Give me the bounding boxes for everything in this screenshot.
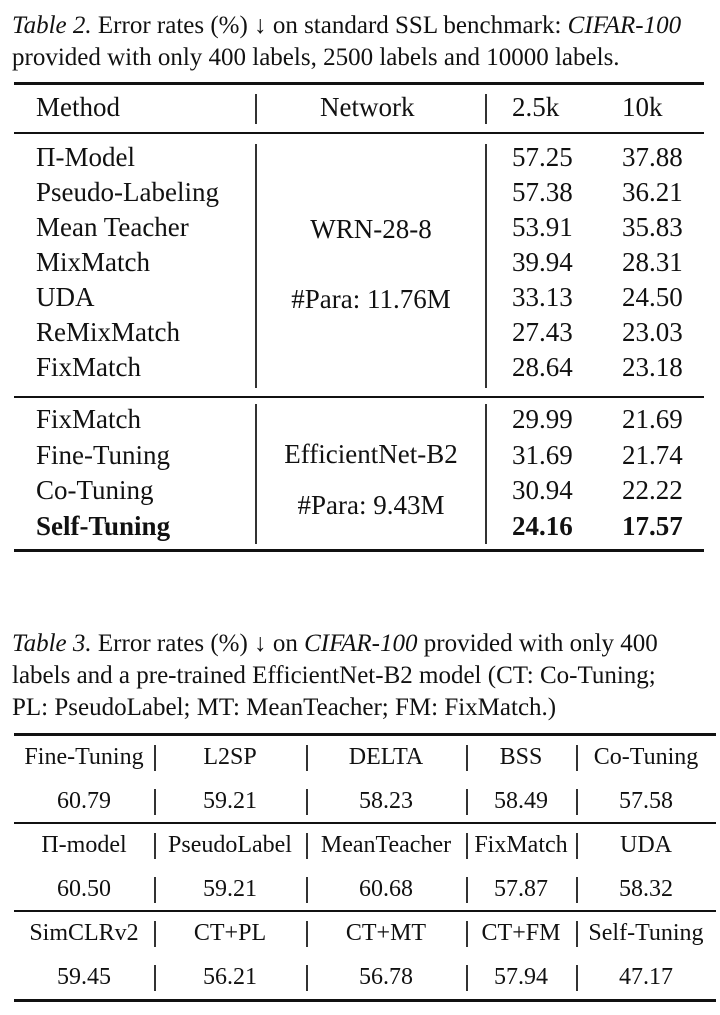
method-cell: Pseudo-Labeling <box>36 177 219 207</box>
value-2-5k-cell: 53.91 <box>512 212 573 242</box>
column-divider <box>306 833 308 859</box>
table2-caption-text-b: provided with only 400 labels, 2500 labels and 10000 labels. <box>12 44 620 71</box>
table2 <box>14 82 704 552</box>
header-network: Network <box>320 92 415 122</box>
column-divider <box>306 965 308 991</box>
column-divider <box>154 877 156 903</box>
group1-divider <box>485 144 487 388</box>
header-divider <box>255 94 257 124</box>
method-name-cell: Co-Tuning <box>593 744 699 770</box>
method-name-cell: CT+MT <box>345 920 427 946</box>
error-value-cell: 59.45 <box>57 964 111 990</box>
method-cell: FixMatch <box>36 352 141 382</box>
error-value-cell: 56.21 <box>203 964 257 990</box>
column-divider <box>576 877 578 903</box>
method-name-cell: FixMatch <box>474 832 568 858</box>
top-rule <box>14 82 704 85</box>
method-name-cell: MeanTeacher <box>320 832 452 858</box>
value-10k-cell: 28.31 <box>622 247 683 277</box>
value-2-5k-cell: 27.43 <box>512 317 573 347</box>
method-cell: ReMixMatch <box>36 317 180 347</box>
top-rule <box>14 733 716 736</box>
table3-caption-dataset: CIFAR-100 <box>304 630 418 657</box>
method-cell: FixMatch <box>36 404 141 434</box>
method-name-cell: DELTA <box>348 744 424 770</box>
error-value-cell: 60.68 <box>359 876 413 902</box>
value-2-5k-cell: 30.94 <box>512 475 573 505</box>
method-name-cell: SimCLRv2 <box>29 920 139 946</box>
error-value-cell: 47.17 <box>619 964 673 990</box>
bottom-rule <box>14 999 716 1002</box>
error-value-cell: 58.23 <box>359 788 413 814</box>
group-rule <box>14 396 704 398</box>
table3-caption <box>12 628 712 724</box>
value-2-5k-cell: 31.69 <box>512 439 573 470</box>
table2-caption-dataset: CIFAR-100 <box>567 12 682 39</box>
table2-caption <box>12 10 712 74</box>
group2-network: EfficientNet-B2 <box>284 439 458 469</box>
table3-caption-label: Table 3. <box>12 630 92 657</box>
table3-caption-line3: PL: PseudoLabel; MT: MeanTeacher; FM: FixMatch.) <box>12 694 557 721</box>
column-divider <box>466 833 468 859</box>
column-divider <box>466 745 468 771</box>
group2-divider <box>485 404 487 544</box>
method-name-cell: BSS <box>499 744 543 770</box>
header-rule <box>14 132 704 134</box>
value-10k-cell: 36.21 <box>622 177 683 207</box>
value-2-5k-cell: 39.94 <box>512 247 573 277</box>
header-10k: 10k <box>622 92 663 122</box>
method-cell: Fine-Tuning <box>36 439 171 470</box>
block-rule <box>14 822 716 824</box>
method-cell: Co-Tuning <box>36 475 154 505</box>
table3-caption-line2: labels and a pre-trained EfficientNet-B2 model (CT: Co-Tuning; <box>12 662 656 689</box>
method-cell: MixMatch <box>36 247 150 277</box>
column-divider <box>576 789 578 815</box>
column-divider <box>306 789 308 815</box>
value-10k-cell: 35.83 <box>622 212 683 242</box>
table2-caption-text-a: Error rates (%) ↓ on standard SSL benchmark: <box>91 12 568 39</box>
table2-caption-label: Table 2. <box>12 12 92 39</box>
error-value-cell: 60.79 <box>57 788 111 814</box>
column-divider <box>306 921 308 947</box>
value-10k-cell: 37.88 <box>622 142 683 172</box>
column-divider <box>154 789 156 815</box>
column-divider <box>466 921 468 947</box>
column-divider <box>306 877 308 903</box>
method-name-cell: L2SP <box>203 744 257 770</box>
table3 <box>14 733 716 1003</box>
column-divider <box>576 921 578 947</box>
value-10k-cell: 23.18 <box>622 352 683 382</box>
column-divider <box>576 745 578 771</box>
value-10k-cell: 21.74 <box>622 439 683 470</box>
error-value-cell: 57.58 <box>619 788 673 814</box>
value-10k-cell: 24.50 <box>622 282 683 312</box>
value-2-5k-cell: 28.64 <box>512 352 573 382</box>
value-10k-cell: 17.57 <box>622 510 683 541</box>
method-name-cell: PseudoLabel <box>168 832 292 858</box>
column-divider <box>154 921 156 947</box>
error-value-cell: 58.32 <box>619 876 673 902</box>
method-name-cell: Fine-Tuning <box>24 744 144 770</box>
method-cell: Π-Model <box>36 142 135 172</box>
header-divider <box>485 94 487 124</box>
group1-divider <box>255 144 257 388</box>
header-method: Method <box>36 92 120 122</box>
error-value-cell: 57.87 <box>494 876 548 902</box>
column-divider <box>154 833 156 859</box>
error-value-cell: 58.49 <box>494 788 548 814</box>
error-value-cell: 56.78 <box>359 964 413 990</box>
column-divider <box>154 745 156 771</box>
column-divider <box>576 833 578 859</box>
error-value-cell: 59.21 <box>203 788 257 814</box>
group1-params: #Para: 11.76M <box>291 284 451 314</box>
method-cell: UDA <box>36 282 95 312</box>
value-2-5k-cell: 24.16 <box>512 510 573 541</box>
method-name-cell: CT+PL <box>193 920 267 946</box>
table3-caption-text-a: Error rates (%) ↓ on <box>91 630 305 657</box>
method-name-cell: CT+FM <box>481 920 561 946</box>
value-2-5k-cell: 29.99 <box>512 404 573 434</box>
error-value-cell: 60.50 <box>57 876 111 902</box>
value-2-5k-cell: 57.38 <box>512 177 573 207</box>
method-cell: Self-Tuning <box>36 510 171 541</box>
column-divider <box>466 789 468 815</box>
column-divider <box>154 965 156 991</box>
column-divider <box>306 745 308 771</box>
header-2-5k: 2.5k <box>512 92 560 122</box>
error-value-cell: 57.94 <box>494 964 548 990</box>
group2-params: #Para: 9.43M <box>297 490 445 520</box>
value-2-5k-cell: 57.25 <box>512 142 573 172</box>
method-cell: Mean Teacher <box>36 212 189 242</box>
method-name-cell: UDA <box>620 832 672 858</box>
bottom-rule <box>14 549 704 552</box>
value-10k-cell: 23.03 <box>622 317 683 347</box>
group2-divider <box>255 404 257 544</box>
error-value-cell: 59.21 <box>203 876 257 902</box>
column-divider <box>576 965 578 991</box>
group1-network: WRN-28-8 <box>310 214 432 244</box>
column-divider <box>466 965 468 991</box>
method-name-cell: Π-model <box>41 832 127 858</box>
value-10k-cell: 21.69 <box>622 404 683 434</box>
table3-caption-text-b: provided with only 400 <box>417 630 658 657</box>
block-rule <box>14 910 716 912</box>
value-2-5k-cell: 33.13 <box>512 282 573 312</box>
method-name-cell: Self-Tuning <box>588 920 704 946</box>
value-10k-cell: 22.22 <box>622 475 683 505</box>
column-divider <box>466 877 468 903</box>
